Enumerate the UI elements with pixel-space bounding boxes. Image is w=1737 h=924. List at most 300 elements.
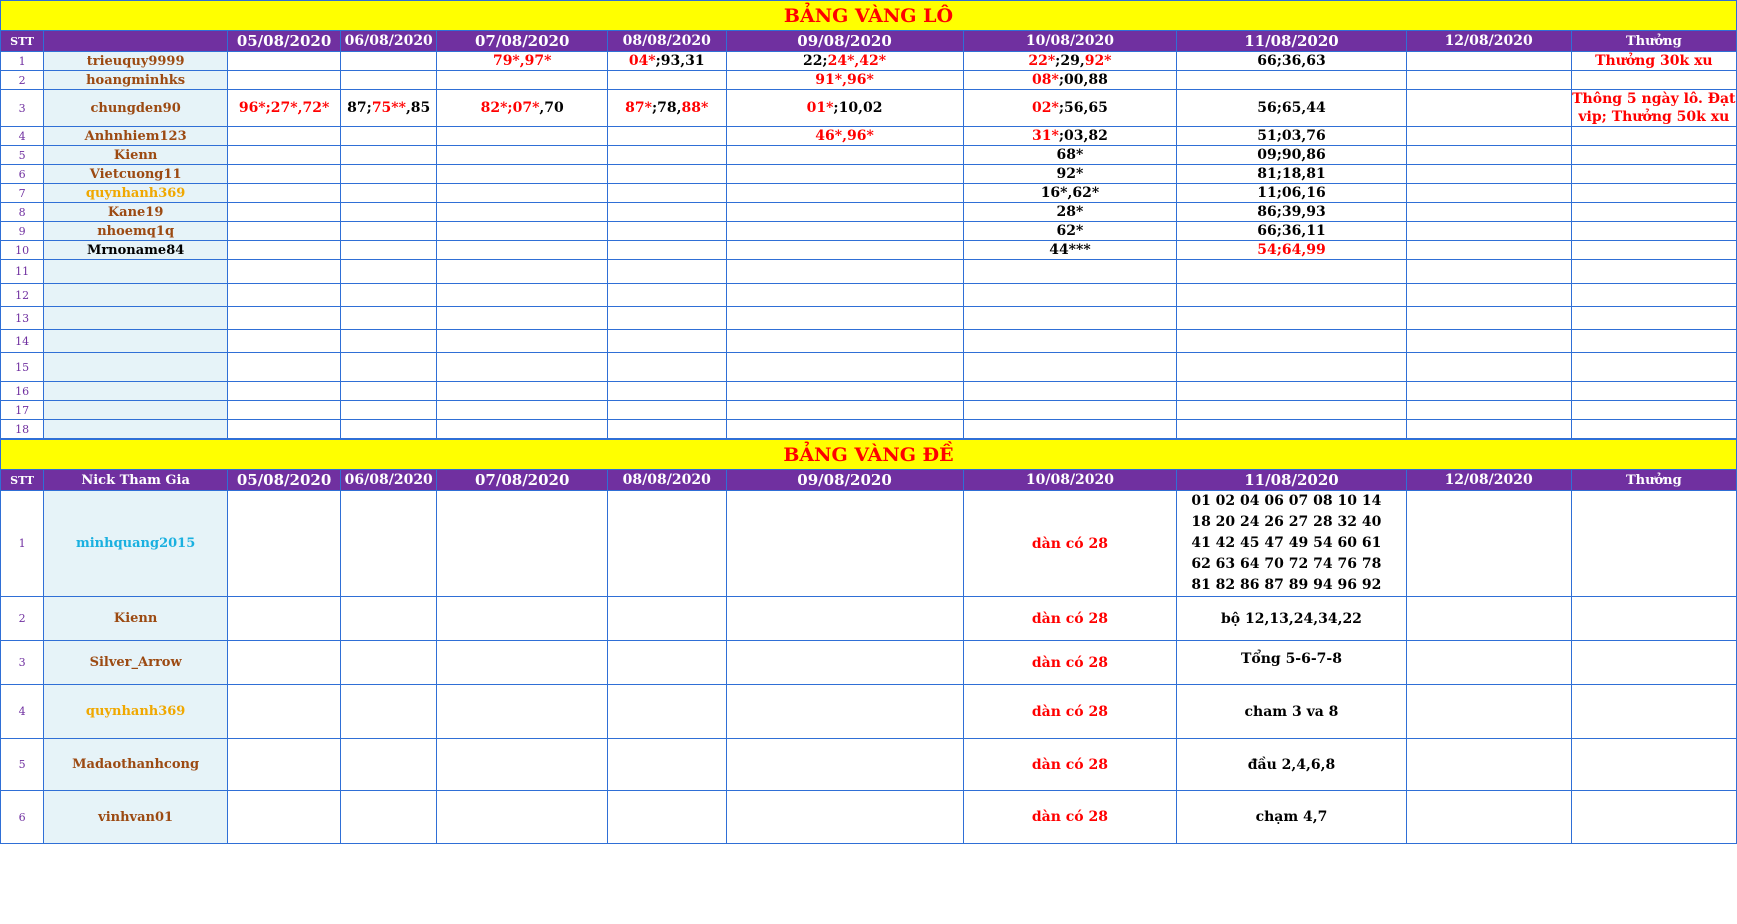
result-cell <box>1406 420 1571 439</box>
stt-cell: 14 <box>1 330 44 353</box>
result-cell <box>1406 222 1571 241</box>
table-row <box>1 382 1737 401</box>
de-pick-cell: Tổng 5-6-7-8 <box>1177 641 1406 685</box>
result-text: 86;39,93 <box>1257 204 1326 220</box>
result-cell <box>228 284 341 307</box>
reward-cell: Thông 5 ngày lô. Đạt vip; Thưởng 50k xu <box>1572 91 1736 125</box>
result-cell <box>228 401 341 420</box>
result-cell <box>1177 401 1406 420</box>
result-text: ;93,31 <box>655 53 705 69</box>
result-cell <box>437 491 608 597</box>
result-text: 87* <box>625 100 652 116</box>
table-row <box>1 222 1737 241</box>
header-date: 12/08/2020 <box>1406 470 1571 491</box>
table-row <box>1 52 1737 71</box>
result-cell <box>341 184 437 203</box>
result-cell <box>1406 90 1571 127</box>
result-cell <box>437 401 608 420</box>
result-text: 54;64,99 <box>1257 242 1326 258</box>
result-cell <box>1406 401 1571 420</box>
result-cell <box>607 90 726 127</box>
result-cell <box>1406 791 1571 844</box>
result-text: 02* <box>1032 100 1059 116</box>
table-row <box>1 260 1737 284</box>
nick-cell <box>44 260 228 284</box>
result-cell <box>607 641 726 685</box>
result-cell <box>726 739 963 791</box>
result-cell <box>437 791 608 844</box>
nick-cell: quynhanh369 <box>44 685 228 739</box>
result-cell <box>1406 641 1571 685</box>
de-result-cell: dàn có 28 <box>963 597 1177 641</box>
nick-cell <box>44 284 228 307</box>
reward-cell <box>1571 71 1736 90</box>
result-cell <box>963 52 1177 71</box>
nick-cell: quynhanh369 <box>44 184 228 203</box>
header-nick: Nick Tham Gia <box>44 470 228 491</box>
result-cell <box>1406 52 1571 71</box>
result-cell <box>963 165 1177 184</box>
de-result-cell: dàn có 28 <box>963 791 1177 844</box>
result-cell <box>726 284 963 307</box>
nick-cell: nhoemq1q <box>44 222 228 241</box>
header-date: 09/08/2020 <box>726 470 963 491</box>
result-cell <box>607 241 726 260</box>
result-cell <box>726 685 963 739</box>
result-cell <box>341 739 437 791</box>
result-cell <box>963 127 1177 146</box>
result-text: 44*** <box>1049 242 1091 258</box>
result-cell <box>341 401 437 420</box>
reward-cell <box>1571 401 1736 420</box>
table-row <box>1 165 1737 184</box>
table-row <box>1 71 1737 90</box>
result-cell <box>726 382 963 401</box>
result-cell <box>341 420 437 439</box>
result-cell <box>437 597 608 641</box>
reward-cell <box>1571 127 1736 146</box>
result-text: 08* <box>1032 72 1059 88</box>
result-text: ;29, <box>1055 53 1085 69</box>
result-text: 24*,42* <box>827 53 887 69</box>
result-cell <box>437 90 608 127</box>
result-cell <box>228 791 341 844</box>
result-text: 91*,96* <box>815 72 874 88</box>
table-row <box>1 420 1737 439</box>
table-row <box>1 401 1737 420</box>
table-row <box>1 491 1737 597</box>
result-cell <box>1177 203 1406 222</box>
table-row <box>1 330 1737 353</box>
result-text: 66;36,63 <box>1257 53 1326 69</box>
stt-cell: 3 <box>1 641 44 685</box>
result-cell <box>341 307 437 330</box>
de-table <box>0 439 1737 844</box>
header-date: 05/08/2020 <box>228 31 341 52</box>
stt-cell: 16 <box>1 382 44 401</box>
stt-cell: 17 <box>1 401 44 420</box>
stt-cell: 2 <box>1 597 44 641</box>
result-text: 88* <box>681 100 709 116</box>
result-text: ,85 <box>405 100 431 116</box>
stt-cell: 4 <box>1 127 44 146</box>
result-cell <box>963 71 1177 90</box>
header-date: 07/08/2020 <box>437 470 608 491</box>
reward-cell <box>1571 222 1736 241</box>
result-cell <box>228 307 341 330</box>
reward-cell <box>1571 203 1736 222</box>
result-cell <box>1406 739 1571 791</box>
reward-cell <box>1571 184 1736 203</box>
result-cell <box>228 90 341 127</box>
result-cell <box>607 401 726 420</box>
result-cell <box>963 382 1177 401</box>
result-cell <box>607 127 726 146</box>
nick-cell: Vietcuong11 <box>44 165 228 184</box>
result-cell <box>437 146 608 165</box>
result-cell <box>437 165 608 184</box>
result-cell <box>1177 260 1406 284</box>
result-cell <box>1406 330 1571 353</box>
result-cell <box>963 146 1177 165</box>
stt-cell: 9 <box>1 222 44 241</box>
result-cell <box>726 420 963 439</box>
result-cell <box>341 353 437 382</box>
result-cell <box>1406 127 1571 146</box>
reward-cell <box>1571 260 1736 284</box>
table-row <box>1 641 1737 685</box>
result-cell <box>607 260 726 284</box>
reward-cell <box>1571 241 1736 260</box>
result-text: 81;18,81 <box>1257 166 1326 182</box>
result-cell <box>437 330 608 353</box>
stt-cell: 12 <box>1 284 44 307</box>
result-text: 68* <box>1056 147 1084 163</box>
result-cell <box>1406 260 1571 284</box>
stt-cell: 1 <box>1 52 44 71</box>
result-cell <box>437 260 608 284</box>
result-cell <box>963 307 1177 330</box>
header-date: 08/08/2020 <box>607 31 726 52</box>
stt-cell: 2 <box>1 71 44 90</box>
table-row <box>1 203 1737 222</box>
nick-cell: Madaothanhcong <box>44 739 228 791</box>
stt-cell: 15 <box>1 353 44 382</box>
reward-cell <box>1571 491 1736 597</box>
result-text: 66;36,11 <box>1257 223 1326 239</box>
result-cell <box>607 739 726 791</box>
result-cell <box>228 184 341 203</box>
result-cell <box>228 597 341 641</box>
result-cell <box>341 685 437 739</box>
result-cell <box>228 52 341 71</box>
reward-cell: Thưởng 30k xu <box>1571 52 1736 71</box>
result-cell <box>1177 382 1406 401</box>
header-date: 11/08/2020 <box>1177 31 1406 52</box>
nick-cell <box>44 330 228 353</box>
result-cell <box>1177 241 1406 260</box>
lo-title: BẢNG VÀNG LÔ <box>1 1 1737 31</box>
de-pick-cell: chạm 4,7 <box>1177 791 1406 844</box>
result-cell <box>726 241 963 260</box>
header-date: 06/08/2020 <box>341 470 437 491</box>
result-cell <box>607 203 726 222</box>
result-cell <box>1177 222 1406 241</box>
result-cell <box>341 284 437 307</box>
reward-cell <box>1571 284 1736 307</box>
stt-cell: 6 <box>1 791 44 844</box>
nick-cell <box>44 307 228 330</box>
result-cell <box>341 330 437 353</box>
reward-cell <box>1571 420 1736 439</box>
result-cell <box>726 401 963 420</box>
result-text: 51;03,76 <box>1257 128 1326 144</box>
result-cell <box>1177 420 1406 439</box>
result-text: 16*,62* <box>1040 185 1100 201</box>
result-cell <box>607 597 726 641</box>
result-cell <box>1177 71 1406 90</box>
nick-cell: Kienn <box>44 146 228 165</box>
result-cell <box>437 382 608 401</box>
result-cell <box>726 791 963 844</box>
result-cell <box>437 641 608 685</box>
header-date: 07/08/2020 <box>437 31 608 52</box>
stt-cell: 5 <box>1 146 44 165</box>
result-cell <box>1406 382 1571 401</box>
result-cell <box>726 71 963 90</box>
result-text: 01* <box>806 100 834 116</box>
result-cell <box>1406 284 1571 307</box>
header-date: 09/08/2020 <box>726 31 963 52</box>
lo-header-row <box>1 31 1737 52</box>
stt-cell: 18 <box>1 420 44 439</box>
reward-cell <box>1571 685 1736 739</box>
result-cell <box>228 685 341 739</box>
result-cell <box>341 146 437 165</box>
result-cell <box>341 641 437 685</box>
nick-cell <box>44 353 228 382</box>
header-date: 08/08/2020 <box>607 470 726 491</box>
nick-cell: hoangminhks <box>44 71 228 90</box>
result-text: 87; <box>347 100 372 116</box>
result-cell <box>341 222 437 241</box>
result-text: ;10,02 <box>833 100 883 116</box>
table-row <box>1 284 1737 307</box>
table-row <box>1 597 1737 641</box>
de-result-cell: dàn có 28 <box>963 491 1177 597</box>
result-cell <box>437 685 608 739</box>
nick-cell: minhquang2015 <box>44 491 228 597</box>
result-cell <box>228 420 341 439</box>
result-cell <box>1177 184 1406 203</box>
result-cell <box>726 597 963 641</box>
result-cell <box>228 641 341 685</box>
de-pick-cell: đầu 2,4,6,8 <box>1177 739 1406 791</box>
result-cell <box>726 491 963 597</box>
result-text: 09;90,86 <box>1257 147 1326 163</box>
header-stt: STT <box>1 31 44 52</box>
header-nick <box>44 31 228 52</box>
result-cell <box>607 330 726 353</box>
result-cell <box>726 165 963 184</box>
result-cell <box>228 739 341 791</box>
result-cell <box>726 203 963 222</box>
result-text: 79*,97* <box>492 53 552 69</box>
result-cell <box>1406 241 1571 260</box>
result-text: ;03,82 <box>1058 128 1108 144</box>
result-cell <box>341 52 437 71</box>
table-row <box>1 739 1737 791</box>
result-cell <box>228 491 341 597</box>
result-cell <box>437 353 608 382</box>
result-cell <box>963 401 1177 420</box>
nick-cell: Silver_Arrow <box>44 641 228 685</box>
table-row <box>1 791 1737 844</box>
result-cell <box>1406 491 1571 597</box>
reward-cell <box>1571 353 1736 382</box>
result-cell <box>963 353 1177 382</box>
result-cell <box>228 241 341 260</box>
result-text: 22; <box>802 53 828 69</box>
result-cell <box>1406 685 1571 739</box>
table-row <box>1 184 1737 203</box>
table-row <box>1 685 1737 739</box>
table-row <box>1 146 1737 165</box>
stt-cell: 7 <box>1 184 44 203</box>
nick-cell <box>44 382 228 401</box>
result-cell <box>726 127 963 146</box>
result-cell <box>1177 52 1406 71</box>
result-cell <box>1406 184 1571 203</box>
result-cell <box>607 420 726 439</box>
result-text: 96*;27*,72* <box>238 100 330 116</box>
result-text: 75** <box>371 100 406 116</box>
stt-cell: 11 <box>1 260 44 284</box>
result-cell <box>1406 71 1571 90</box>
table-row <box>1 353 1737 382</box>
result-cell <box>437 184 608 203</box>
result-cell <box>341 203 437 222</box>
reward-cell <box>1571 146 1736 165</box>
reward-cell <box>1571 307 1736 330</box>
result-cell <box>437 71 608 90</box>
reward-cell <box>1571 739 1736 791</box>
result-cell <box>1406 203 1571 222</box>
result-cell <box>726 307 963 330</box>
result-cell <box>1177 127 1406 146</box>
result-cell <box>726 330 963 353</box>
result-text: 28* <box>1056 204 1084 220</box>
result-cell <box>607 685 726 739</box>
nick-cell: Anhnhiem123 <box>44 127 228 146</box>
result-cell <box>437 241 608 260</box>
de-pick-cell: 01 02 04 06 07 08 10 14 18 20 24 26 27 28 32 40 41 42 45 47 49 54 60 61 62 63 64 70 72 74 76 78 81 82 86 87 89 94 96 92 <box>1177 491 1406 597</box>
result-text: 92* <box>1084 53 1112 69</box>
result-text: 82*;07* <box>480 100 540 116</box>
header-date: 10/08/2020 <box>963 470 1177 491</box>
header-date: 10/08/2020 <box>963 31 1177 52</box>
result-text: 56;65,44 <box>1257 100 1326 116</box>
header-date: 06/08/2020 <box>341 31 437 52</box>
result-text: 31* <box>1032 128 1059 144</box>
result-cell <box>963 284 1177 307</box>
result-cell <box>607 791 726 844</box>
result-cell <box>437 307 608 330</box>
result-text: ,70 <box>539 100 564 116</box>
result-cell <box>963 330 1177 353</box>
result-cell <box>228 127 341 146</box>
result-text: 04* <box>628 53 656 69</box>
result-cell <box>726 260 963 284</box>
result-cell <box>963 203 1177 222</box>
stt-cell: 6 <box>1 165 44 184</box>
de-pick-cell: cham 3 va 8 <box>1177 685 1406 739</box>
reward-cell <box>1571 382 1736 401</box>
result-text: 22* <box>1028 53 1056 69</box>
table-row <box>1 90 1737 127</box>
de-result-cell: dàn có 28 <box>963 739 1177 791</box>
header-date: 12/08/2020 <box>1406 31 1571 52</box>
result-cell <box>1406 146 1571 165</box>
result-cell <box>963 184 1177 203</box>
result-cell <box>437 739 608 791</box>
nick-cell: trieuquy9999 <box>44 52 228 71</box>
result-cell <box>437 284 608 307</box>
stt-cell: 3 <box>1 90 44 127</box>
result-cell <box>228 203 341 222</box>
result-cell <box>963 90 1177 127</box>
result-cell <box>1406 597 1571 641</box>
result-cell <box>607 353 726 382</box>
reward-cell <box>1571 165 1736 184</box>
result-cell <box>607 307 726 330</box>
result-cell <box>228 146 341 165</box>
reward-cell <box>1571 597 1736 641</box>
result-cell <box>607 284 726 307</box>
result-text: ;56,65 <box>1058 100 1108 116</box>
de-result-cell: dàn có 28 <box>963 685 1177 739</box>
result-cell <box>963 222 1177 241</box>
result-cell <box>607 71 726 90</box>
result-text: ;78, <box>651 100 682 116</box>
stt-cell: 8 <box>1 203 44 222</box>
de-result-cell: dàn có 28 <box>963 641 1177 685</box>
result-cell <box>341 127 437 146</box>
result-cell <box>228 260 341 284</box>
result-cell <box>437 127 608 146</box>
result-cell <box>341 382 437 401</box>
de-header-row <box>1 470 1737 491</box>
nick-cell: chungden90 <box>44 90 228 127</box>
result-cell <box>726 353 963 382</box>
result-cell <box>341 491 437 597</box>
header-reward: Thưởng <box>1571 31 1736 52</box>
de-pick-cell: bộ 12,13,24,34,22 <box>1177 597 1406 641</box>
result-cell <box>228 165 341 184</box>
result-cell <box>341 791 437 844</box>
lo-table <box>0 0 1737 439</box>
reward-cell <box>1571 791 1736 844</box>
stt-cell: 10 <box>1 241 44 260</box>
result-cell <box>228 222 341 241</box>
result-cell <box>437 222 608 241</box>
result-cell <box>1406 165 1571 184</box>
table-row <box>1 307 1737 330</box>
result-cell <box>607 222 726 241</box>
nick-cell: Mrnoname84 <box>44 241 228 260</box>
result-cell <box>607 146 726 165</box>
result-cell <box>607 52 726 71</box>
